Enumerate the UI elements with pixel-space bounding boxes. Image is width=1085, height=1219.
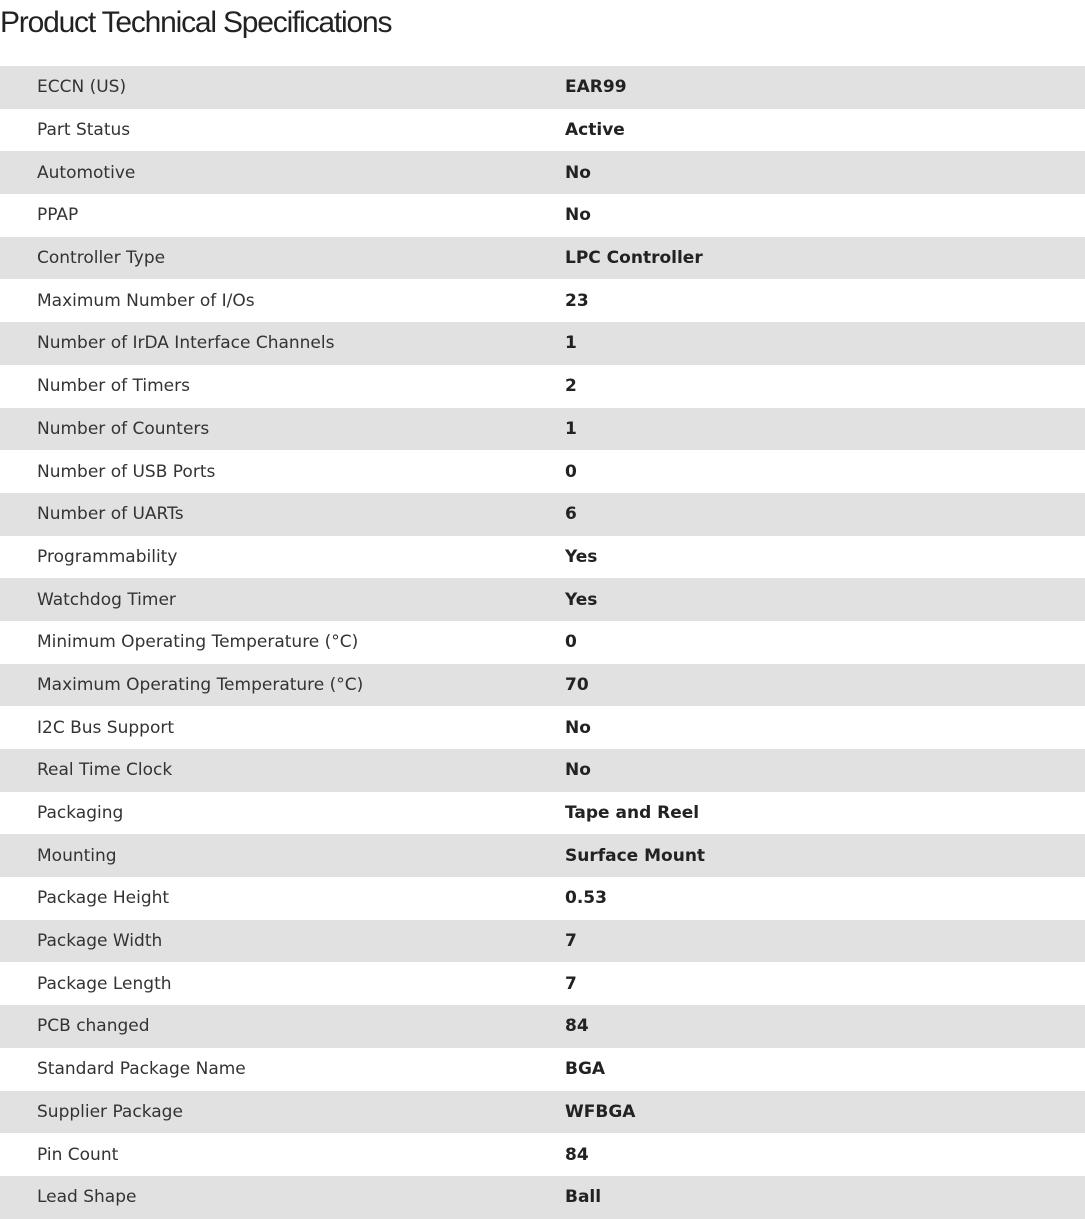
spec-value: 84 <box>565 1144 589 1165</box>
spec-value: BGA <box>565 1059 606 1080</box>
spec-name: Lead Shape <box>37 1187 137 1208</box>
spec-name: Watchdog Timer <box>37 589 176 610</box>
spec-value: No <box>565 205 591 226</box>
spec-row <box>0 1048 1085 1091</box>
spec-name: Part Status <box>37 120 131 141</box>
spec-row <box>0 664 1085 707</box>
spec-value: Ball <box>565 1187 602 1208</box>
spec-row <box>0 1091 1085 1134</box>
spec-row <box>0 920 1085 963</box>
spec-name: Number of UARTs <box>37 504 184 525</box>
spec-row <box>0 962 1085 1005</box>
spec-row <box>0 749 1085 792</box>
spec-row <box>0 621 1085 664</box>
spec-value: Surface Mount <box>565 845 706 866</box>
spec-row <box>0 408 1085 451</box>
spec-value: 6 <box>565 504 577 525</box>
spec-value: 23 <box>565 290 589 311</box>
spec-name: Pin Count <box>37 1144 119 1165</box>
spec-name: Maximum Operating Temperature (°C) <box>37 674 364 695</box>
spec-name: Real Time Clock <box>37 760 173 781</box>
spec-row <box>0 493 1085 536</box>
spec-name: Programmability <box>37 546 178 567</box>
spec-row <box>0 834 1085 877</box>
spec-name: Minimum Operating Temperature (°C) <box>37 632 359 653</box>
spec-value: Tape and Reel <box>565 803 700 824</box>
spec-value: 7 <box>565 973 577 994</box>
spec-row <box>0 322 1085 365</box>
spec-name: Number of Counters <box>37 418 210 439</box>
spec-value: 1 <box>565 333 577 354</box>
spec-value: LPC Controller <box>565 248 703 269</box>
spec-value: 2 <box>565 376 577 397</box>
spec-value: 70 <box>565 674 589 695</box>
spec-value: 0 <box>565 632 577 653</box>
spec-name: Number of IrDA Interface Channels <box>37 333 335 354</box>
spec-row <box>0 237 1085 280</box>
spec-name: Package Width <box>37 931 163 952</box>
spec-name: Standard Package Name <box>37 1059 246 1080</box>
spec-value: 0 <box>565 461 577 482</box>
spec-value: EAR99 <box>565 77 627 98</box>
spec-row <box>0 536 1085 579</box>
spec-value: 1 <box>565 418 577 439</box>
spec-row <box>0 578 1085 621</box>
spec-row <box>0 66 1085 109</box>
spec-row <box>0 877 1085 920</box>
spec-name: Number of USB Ports <box>37 461 216 482</box>
spec-name: Package Length <box>37 973 172 994</box>
spec-table-body <box>0 66 1085 1219</box>
spec-row <box>0 706 1085 749</box>
spec-value: No <box>565 162 591 183</box>
spec-name: Packaging <box>37 803 124 824</box>
spec-name: Supplier Package <box>37 1101 183 1122</box>
spec-name: Controller Type <box>37 248 166 269</box>
spec-value: Yes <box>565 546 598 567</box>
spec-value: 0.53 <box>565 888 607 909</box>
spec-name: Mounting <box>37 845 117 866</box>
spec-row <box>0 151 1085 194</box>
spec-row <box>0 194 1085 237</box>
spec-row <box>0 109 1085 152</box>
spec-name: PPAP <box>37 205 79 226</box>
spec-name: Maximum Number of I/Os <box>37 290 255 311</box>
spec-value: Active <box>565 120 625 141</box>
spec-row <box>0 365 1085 408</box>
spec-row <box>0 1176 1085 1219</box>
spec-name: I2C Bus Support <box>37 717 175 738</box>
spec-value: No <box>565 717 591 738</box>
spec-row <box>0 792 1085 835</box>
spec-name: Automotive <box>37 162 136 183</box>
spec-value: Yes <box>565 589 598 610</box>
spec-value: WFBGA <box>565 1101 636 1122</box>
spec-row <box>0 1133 1085 1176</box>
spec-table <box>0 66 1085 1219</box>
spec-name: PCB changed <box>37 1016 150 1037</box>
spec-row <box>0 1005 1085 1048</box>
page-title: Product Technical Specifications <box>0 6 392 39</box>
spec-value: 84 <box>565 1016 589 1037</box>
spec-value: 7 <box>565 931 577 952</box>
spec-name: Package Height <box>37 888 170 909</box>
spec-value: No <box>565 760 591 781</box>
spec-name: Number of Timers <box>37 376 190 397</box>
spec-row <box>0 279 1085 322</box>
spec-row <box>0 450 1085 493</box>
spec-name: ECCN (US) <box>37 77 127 98</box>
